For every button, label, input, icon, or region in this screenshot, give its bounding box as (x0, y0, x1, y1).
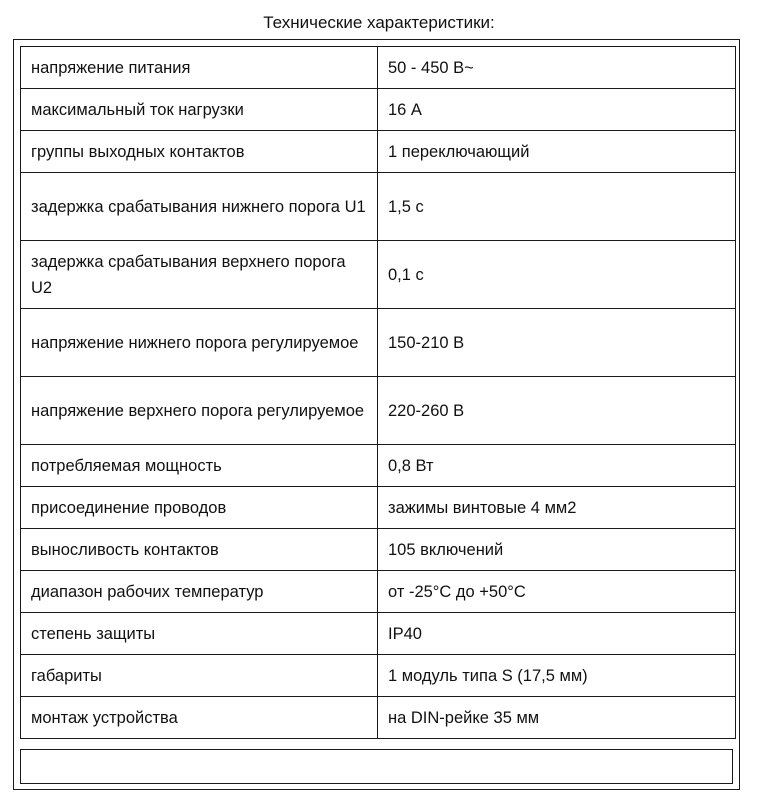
specs-table (20, 46, 736, 739)
table-row (21, 445, 736, 487)
value-cell: 1 переключающий (378, 131, 736, 173)
table-row (21, 309, 736, 377)
value-cell: 220-260 В (378, 377, 736, 445)
table-row (21, 173, 736, 241)
param-cell: потребляемая мощность (21, 445, 378, 487)
param-cell: напряжение верхнего порога регулируемое (21, 377, 378, 445)
value-cell: 0,8 Вт (378, 445, 736, 487)
table-row (21, 89, 736, 131)
param-cell: присоединение проводов (21, 487, 378, 529)
page-title: Технические характеристики: (263, 13, 495, 32)
param-cell: диапазон рабочих температур (21, 571, 378, 613)
value-cell: зажимы винтовые 4 мм2 (378, 487, 736, 529)
param-cell: напряжение питания (21, 47, 378, 89)
table-row (21, 47, 736, 89)
value-cell: от -25°С до +50°С (378, 571, 736, 613)
param-cell: габариты (21, 655, 378, 697)
table-row (21, 487, 736, 529)
value-cell: 50 - 450 В~ (378, 47, 736, 89)
param-cell: степень защиты (21, 613, 378, 655)
value-cell: IP40 (378, 613, 736, 655)
param-cell: напряжение нижнего порога регулируемое (21, 309, 378, 377)
table-row (21, 655, 736, 697)
empty-bottom-row (20, 749, 733, 784)
value-cell: на DIN-рейке 35 мм (378, 697, 736, 739)
table-row (21, 241, 736, 309)
table-row (21, 613, 736, 655)
value-cell: 1 модуль типа S (17,5 мм) (378, 655, 736, 697)
table-row (21, 697, 736, 739)
value-cell: 16 А (378, 89, 736, 131)
param-cell: группы выходных контактов (21, 131, 378, 173)
table-row (21, 529, 736, 571)
value-cell: 0,1 с (378, 241, 736, 309)
table-row (21, 377, 736, 445)
param-cell: задержка срабатывания нижнего порога U1 (21, 173, 378, 241)
value-cell: 150-210 В (378, 309, 736, 377)
table-row (21, 571, 736, 613)
param-cell: задержка срабатывания верхнего порога U2 (21, 241, 378, 309)
value-cell: 1,5 с (378, 173, 736, 241)
value-cell: 105 включений (378, 529, 736, 571)
param-cell: выносливость контактов (21, 529, 378, 571)
param-cell: монтаж устройства (21, 697, 378, 739)
param-cell: максимальный ток нагрузки (21, 89, 378, 131)
table-row (21, 131, 736, 173)
